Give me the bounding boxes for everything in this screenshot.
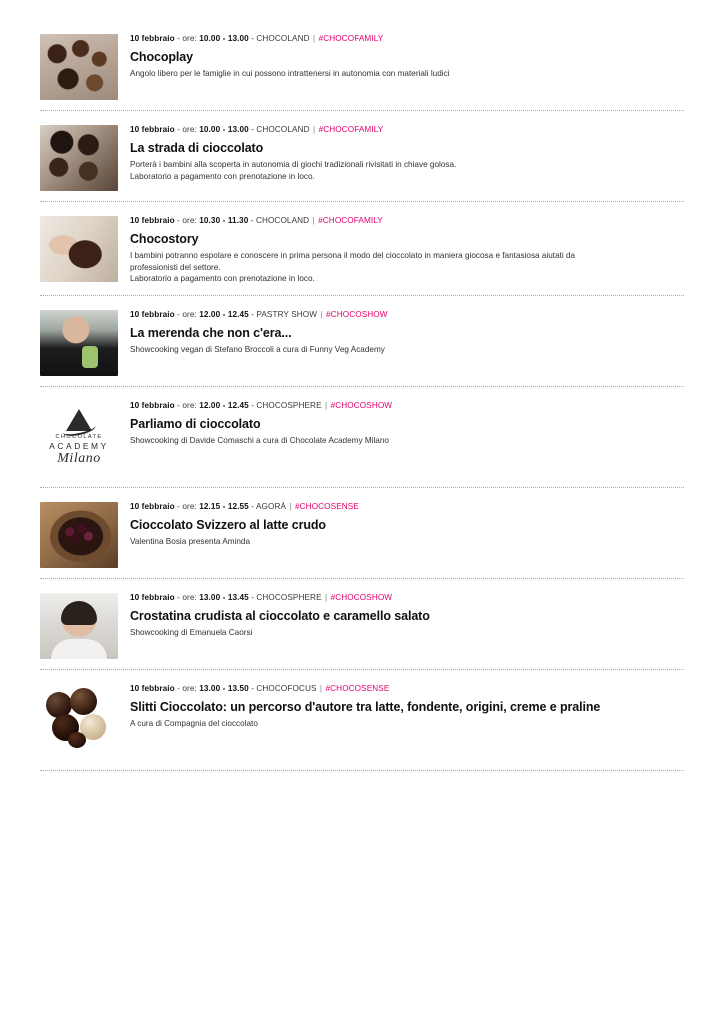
event-location: CHOCOLAND <box>256 34 310 43</box>
event-location: PASTRY SHOW <box>256 309 318 319</box>
event-time: 12.15 - 12.55 <box>199 501 249 511</box>
event-meta: 10 febbraio - ore: 10.00 - 13.00 - CHOCOLAND | #CHOCOFAMILY <box>130 34 384 43</box>
event-thumbnail <box>40 34 118 100</box>
logo-line-1: CHOCOLATE <box>55 433 103 440</box>
event-title: Slitti Cioccolato: un percorso d'autore tra latte, fondente, origini, creme e praline <box>130 699 601 714</box>
event-tag: #CHOCOFAMILY <box>318 34 384 43</box>
event-date: 10 febbraio <box>130 216 175 225</box>
event-meta: 10 febbraio - ore: 12.00 - 12.45 - CHOCOSPHERE | #CHOCOSHOW <box>130 400 393 410</box>
event-description-line: A cura di Compagnia del cioccolato <box>130 718 258 728</box>
event-meta: 10 febbraio - ore: 10.00 - 13.00 - CHOCOLAND | #CHOCOFAMILY <box>130 125 384 134</box>
event-row <box>40 26 684 110</box>
event-description-line: Porterà i bambini alla scoperta in autonomia di giochi tradizionali rivisitati in chiave golosa. <box>130 160 457 169</box>
event-description <box>130 435 684 447</box>
event-thumbnail <box>40 593 118 659</box>
event-date: 10 febbraio <box>130 34 175 43</box>
event-description-line: Valentina Bosia presenta Aminda <box>130 536 251 546</box>
event-time: 13.00 - 13.45 <box>199 592 249 602</box>
event-time-prefix: - ore: <box>177 501 197 511</box>
event-meta: 10 febbraio - ore: 12.00 - 12.45 - PASTRY SHOW | #CHOCOSHOW <box>130 309 388 319</box>
event-thumbnail <box>40 502 118 568</box>
event-body <box>130 121 684 182</box>
event-description-line: professionisti del settore. <box>130 262 221 272</box>
event-row <box>40 386 684 487</box>
praline-shape <box>68 732 86 748</box>
event-body <box>130 589 684 639</box>
event-location: CHOCOLAND <box>255 216 310 225</box>
event-time-prefix: - ore: <box>177 309 197 319</box>
event-description-line: Angolo libero per le famiglie in cui possono intrattenersi in autonomia con materiali ludici <box>130 69 450 78</box>
event-tag: #CHOCOSENSE <box>295 501 359 511</box>
list-bottom-divider <box>40 770 684 771</box>
event-description <box>130 536 684 548</box>
event-description <box>130 627 684 639</box>
event-tag: #CHOCOFAMILY <box>318 216 383 225</box>
event-tag: #CHOCOFAMILY <box>318 125 384 134</box>
event-body <box>130 397 684 447</box>
event-meta: 10 febbraio - ore: 10.30 - 11.30 - CHOCOLAND | #CHOCOFAMILY <box>130 216 383 225</box>
event-body <box>130 498 684 548</box>
event-body <box>130 212 684 285</box>
event-thumbnail <box>40 684 118 760</box>
event-thumbnail <box>40 216 118 282</box>
event-body <box>130 680 684 730</box>
event-row <box>40 669 684 770</box>
event-description <box>130 159 684 182</box>
event-time: 10.00 - 13.00 <box>199 34 249 43</box>
event-title: Crostatina crudista al cioccolato e caramello salato <box>130 608 430 623</box>
event-time-prefix: - ore: <box>177 216 197 225</box>
event-title: La strada di cioccolato <box>130 141 264 155</box>
event-thumbnail <box>40 310 118 376</box>
event-title: La merenda che non c'era... <box>130 325 292 340</box>
event-date: 10 febbraio <box>130 683 175 693</box>
event-body <box>130 30 684 80</box>
event-row <box>40 110 684 201</box>
event-tag: #CHOCOSENSE <box>325 683 390 693</box>
event-meta: 10 febbraio - ore: 12.15 - 12.55 - AGORÀ | #CHOCOSENSE <box>130 501 359 511</box>
event-location: CHOCOFOCUS <box>256 683 317 693</box>
event-list <box>40 26 684 771</box>
event-tag: #CHOCOSHOW <box>330 592 393 602</box>
event-description-line: Showcooking vegan di Stefano Broccoli a cura di Funny Veg Academy <box>130 344 385 354</box>
event-title: Parliamo di cioccolato <box>130 416 261 431</box>
event-row <box>40 295 684 386</box>
event-description-line: Laboratorio a pagamento con prenotazione in loco. <box>130 274 315 283</box>
strada-di-cioccolato-photo-icon <box>40 125 118 191</box>
event-description <box>130 68 684 80</box>
event-time-prefix: - ore: <box>177 400 197 410</box>
event-location: AGORÀ <box>255 501 287 511</box>
logo-line-2: ACADEMY <box>49 440 109 451</box>
chocostory-photo-icon <box>40 216 118 282</box>
chocoplay-photo-icon <box>40 34 118 100</box>
event-row <box>40 201 684 295</box>
event-date: 10 febbraio <box>130 400 175 410</box>
event-location: CHOCOSPHERE <box>256 592 322 602</box>
event-time: 10.00 - 13.00 <box>199 125 249 134</box>
event-meta: 10 febbraio - ore: 13.00 - 13.50 - CHOCOFOCUS | #CHOCOSENSE <box>130 683 390 693</box>
event-description <box>130 718 684 730</box>
event-thumbnail <box>40 125 118 191</box>
event-description <box>130 250 684 285</box>
event-location: CHOCOSPHERE <box>256 400 322 410</box>
event-time: 10.30 - 11.30 <box>199 216 249 225</box>
event-time-prefix: - ore: <box>177 683 197 693</box>
event-body <box>130 306 684 356</box>
event-meta: 10 febbraio - ore: 13.00 - 13.45 - CHOCOSPHERE | #CHOCOSHOW <box>130 592 393 602</box>
event-date: 10 febbraio <box>130 592 175 602</box>
event-tag: #CHOCOSHOW <box>326 309 388 319</box>
event-description-line: Showcooking di Davide Comaschi a cura di Chocolate Academy Milano <box>130 435 389 445</box>
event-row <box>40 578 684 669</box>
event-date: 10 febbraio <box>130 309 175 319</box>
event-description-line: Laboratorio a pagamento con prenotazione in loco. <box>130 171 315 181</box>
event-row <box>40 487 684 578</box>
event-description-line: I bambini potranno espolare e conoscere in prima persona il modo del cioccolato in maniera giocosa e fantasiosa aiutati da <box>130 251 576 260</box>
praline-photo-icon <box>40 684 118 760</box>
event-description <box>130 344 684 356</box>
emanuela-caorsi-portrait-icon <box>40 593 118 659</box>
merenda-chef-photo-icon <box>40 310 118 376</box>
event-time: 13.00 - 13.50 <box>199 683 249 693</box>
event-date: 10 febbraio <box>130 125 175 134</box>
event-location: CHOCOLAND <box>256 125 310 134</box>
event-date: 10 febbraio <box>130 501 175 511</box>
event-description-line: Showcooking di Emanuela Caorsi <box>130 627 253 637</box>
chocolate-academy-milano-logo-icon <box>40 401 118 477</box>
event-title: Cioccolato Svizzero al latte crudo <box>130 517 326 532</box>
event-time: 12.00 - 12.45 <box>199 400 249 410</box>
event-time-prefix: - ore: <box>177 125 197 134</box>
event-title: Chocostory <box>130 232 199 246</box>
praline-shape <box>70 688 97 715</box>
event-thumbnail <box>40 401 118 477</box>
event-title: Chocoplay <box>130 50 193 64</box>
event-tag: #CHOCOSHOW <box>330 400 393 410</box>
event-time: 12.00 - 12.45 <box>199 309 249 319</box>
cioccolato-svizzero-photo-icon <box>40 502 118 568</box>
event-time-prefix: - ore: <box>177 34 197 43</box>
event-time-prefix: - ore: <box>177 592 197 602</box>
logo-line-3: Milano <box>57 450 101 466</box>
